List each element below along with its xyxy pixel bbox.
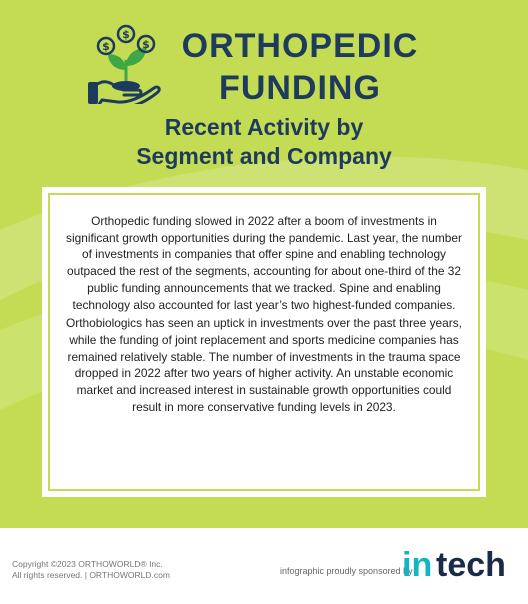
summary-paragraph-1: Orthopedic funding slowed in 2022 after a boom of investments in significant growth opportunities during the pandemic. Last year, the number of investments in companies that offer spine and enabling technology outpaced the rest of the segments, accounting for about one-third of the 32 public funding announcements that we tracked. Spine and enabling technology also accounted for last year’s two highest-funded companies. [66,214,462,312]
summary-paragraph-2: Orthobiologics has seen an uptick in investments over the past three years, while the funding of joint replacement and sports medicine companies has remained relatively stable. The number of investments in the trauma space dropped in 2022 after two years of higher activity. An unstable economic market and increased interest in sustainable growth opportunities could result in more conservative funding levels in 2023. [66,316,462,414]
summary-card [42,187,486,497]
svg-text:$: $ [142,38,150,51]
page-title-line-2: FUNDING [219,69,381,107]
page-title-line-1: ORTHOPEDIC [181,27,419,65]
intech-logo-prefix: in [402,546,433,584]
intech-logo-suffix: tech [436,546,506,584]
copyright-text: Copyright ©2023 ORTHOWORLD® Inc. [12,559,163,569]
footer-copyright [12,559,170,581]
svg-text:$: $ [102,40,110,53]
hand-plant-dollar-icon [88,24,164,104]
sponsor-text: infographic proudly sponsored by [280,566,413,576]
subtitle-line-1: Recent Activity by [164,114,364,140]
subtitle-line-2: Segment and Company [136,143,392,169]
svg-text:$: $ [122,28,130,41]
rights-text: All rights reserved. | ORTHOWORLD.com [12,570,170,580]
intech-logo [402,544,518,584]
summary-card-border [48,193,480,491]
